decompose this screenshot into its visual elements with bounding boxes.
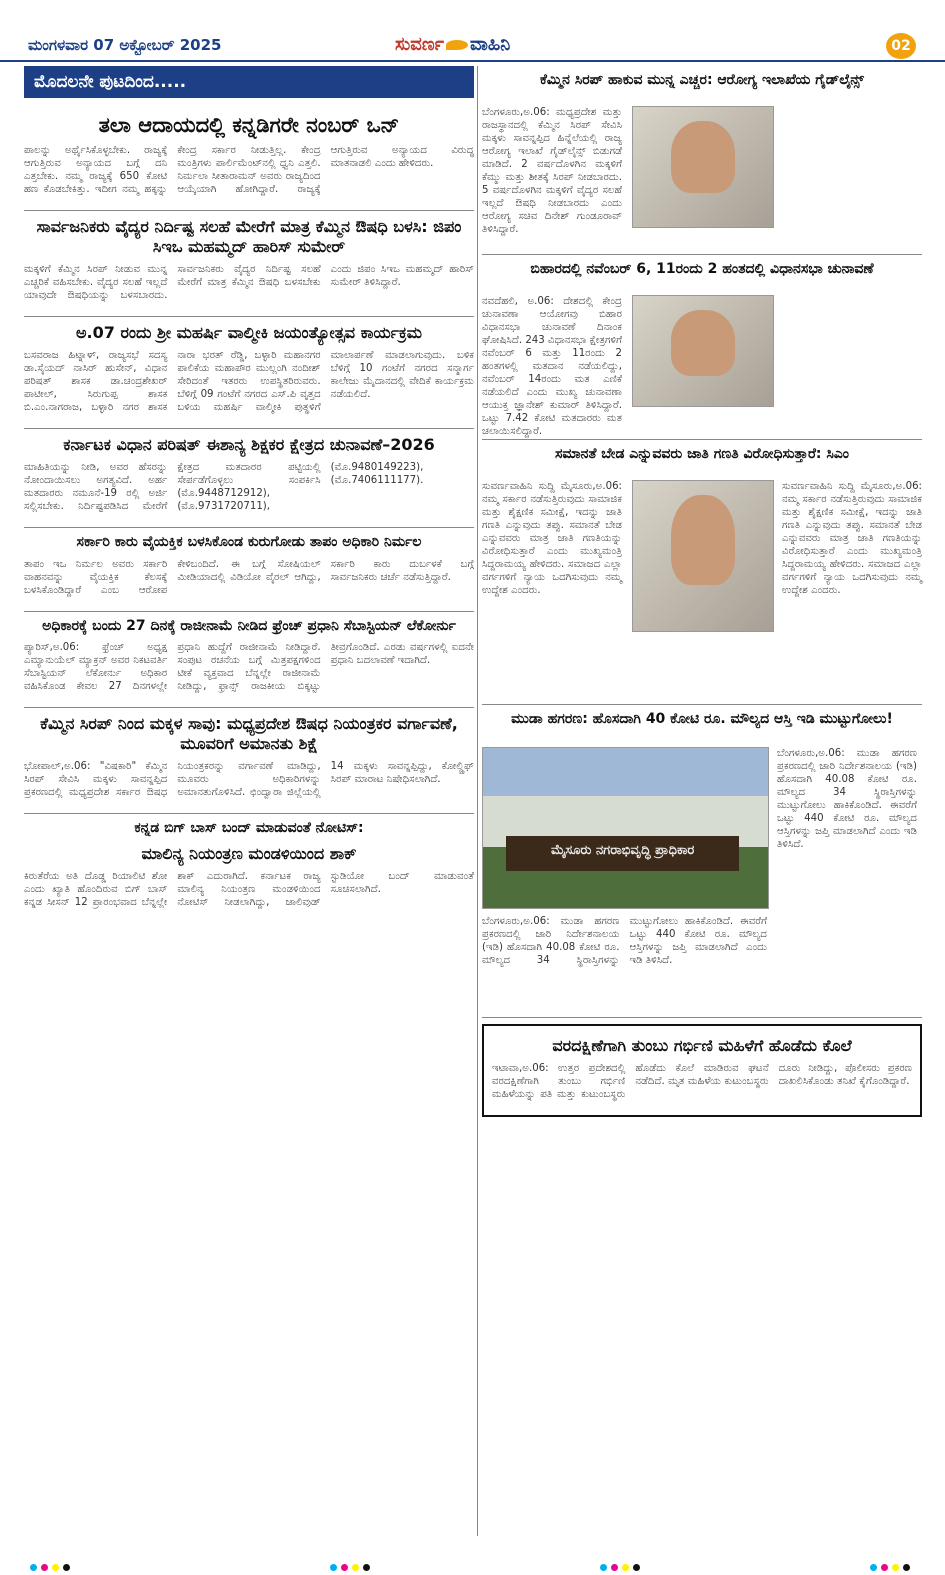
article-valmiki-jayanti bbox=[24, 323, 474, 429]
article-caste-census bbox=[482, 446, 922, 705]
print-registration-marks bbox=[600, 1556, 644, 1566]
headline: ಕೆಮ್ಮಿನ ಸಿರಪ್ ಹಾಕುವ ಮುನ್ನ ಎಚ್ಚರ: ಆರೋಗ್ಯ ಇಲಾಖೆಯ ಗೈಡ್‌ಲೈನ್ಸ್ bbox=[540, 72, 864, 88]
article-body: ಬೆಂಗಳೂರು,ಅ.06: ಮಧ್ಯಪ್ರದೇಶ ಮತ್ತು ರಾಜಸ್ಥಾನದಲ್ಲಿ ಕೆಮ್ಮಿನ ಸಿರಪ್ ಸೇವಿಸಿ ಮಕ್ಕಳು ಸಾವನ್ನಪ್ಪಿದ ಹಿನ್ನೆಲೆಯಲ್ಲಿ ರಾಜ್ಯ ಆರೋಗ್ಯ ಇಲಾಖೆ ಗೈಡ್‌ಲೈನ್ಸ್ ಬಿಡುಗಡೆ ಮಾಡಿದೆ. 2 ವರ್ಷದೊಳಗಿನ ಮಕ್ಕಳಿಗೆ ಕೆಮ್ಮು ಮತ್ತು ಶೀತಕ್ಕೆ ಸಿರಪ್ ನೀಡಬಾರದು. 5 ವರ್ಷದೊಳಗಿನ ಮಕ್ಕಳಿಗೆ ವೈದ್ಯರ ಸಲಹೆ ಇಲ್ಲದೆ ಔಷಧಿ ನೀಡಬಾರದು ಎಂದು ಆರೋಗ್ಯ ಸಚಿವ ದಿನೇಶ್ ಗುಂಡೂರಾವ್ ತಿಳಿಸಿದ್ದಾರೆ. bbox=[482, 107, 622, 235]
column-divider bbox=[477, 66, 478, 1536]
print-registration-marks bbox=[30, 1556, 74, 1566]
section-header: ಮೊದಲನೇ ಪುಟದಿಂದ..... bbox=[24, 66, 474, 98]
brand-name-right: ವಾಹಿನಿ bbox=[469, 34, 511, 55]
article-body: ನವದೆಹಲಿ, ಅ.06: ದೇಶದಲ್ಲಿ ಕೇಂದ್ರ ಚುನಾವಣಾ ಆಯೋಗವು ಬಿಹಾರ ವಿಧಾನಸಭಾ ಚುನಾವಣೆ ದಿನಾಂಕ ಘೋಷಿಸಿದೆ. 243 ವಿಧಾನಸಭಾ ಕ್ಷೇತ್ರಗಳಿಗೆ ನವೆಂಬರ್ 6 ಮತ್ತು 11ರಂದು 2 ಹಂತಗಳಲ್ಲಿ ಮತದಾನ ನಡೆಯಲಿದ್ದು, ನವೆಂಬರ್ 14ರಂದು ಮತ ಎಣಿಕೆ ನಡೆಯಲಿದೆ ಎಂದು ಮುಖ್ಯ ಚುನಾವಣಾ ಆಯುಕ್ತ ಜ್ಞಾನೇಶ್ ಕುಮಾರ್ ತಿಳಿಸಿದ್ದಾರೆ. ಒಟ್ಟು 7.42 ಕೋಟಿ ಮತದಾರರು ಮತ ಚಲಾಯಿಸಲಿದ್ದಾರೆ. bbox=[482, 296, 622, 437]
article-health-guidelines bbox=[482, 72, 922, 255]
article-cough-medicine-advice bbox=[24, 217, 474, 317]
flame-icon bbox=[446, 40, 468, 50]
article-dowry-murder bbox=[482, 1024, 922, 1117]
article-body: ಇಟಾವಾ,ಅ.06: ಉತ್ತರ ಪ್ರದೇಶದಲ್ಲಿ ವರದಕ್ಷಿಣೆಗಾಗಿ ತುಂಬು ಗರ್ಭಿಣಿ ಮಹಿಳೆಯನ್ನು ಪತಿ ಮತ್ತು ಕುಟುಂಬಸ್ಥರು ಹೊಡೆದು ಕೊಲೆ ಮಾಡಿರುವ ಘಟನೆ ನಡೆದಿದೆ. ಮೃತ ಮಹಿಳೆಯ ಕುಟುಂಬಸ್ಥರು ದೂರು ನೀಡಿದ್ದು, ಪೊಲೀಸರು ಪ್ರಕರಣ ದಾಖಲಿಸಿಕೊಂಡು ತನಿಖೆ ಕೈಗೊಂಡಿದ್ದಾರೆ. bbox=[492, 1063, 912, 1100]
newspaper-logo bbox=[395, 34, 510, 55]
article-council-election bbox=[24, 435, 474, 528]
article-per-capita-income bbox=[24, 112, 474, 211]
article-french-pm-resigns bbox=[24, 618, 474, 709]
article-body: ಬೆಂಗಳೂರು,ಅ.06: ಮುಡಾ ಹಗರಣ ಪ್ರಕರಣದಲ್ಲಿ ಜಾರಿ ನಿರ್ದೇಶನಾಲಯ (ಇಡಿ) ಹೊಸದಾಗಿ 40.08 ಕೋಟಿ ರೂ. ಮೌಲ್ಯದ 34 ಸ್ಥಿರಾಸ್ತಿಗಳನ್ನು ಮುಟ್ಟುಗೋಲು ಹಾಕಿಕೊಂಡಿದೆ. ಈವರೆಗೆ ಒಟ್ಟು 440 ಕೋಟಿ ರೂ. ಮೌಲ್ಯದ ಆಸ್ತಿಗಳನ್ನು ಜಪ್ತಿ ಮಾಡಲಾಗಿದೆ ಎಂದು ಇಡಿ ತಿಳಿಸಿದೆ. bbox=[777, 748, 917, 850]
headline: ಅಧಿಕಾರಕ್ಕೆ ಬಂದು 27 ದಿನಕ್ಕೆ ರಾಜೀನಾಮೆ ನೀಡಿದ ಫ್ರೆಂಚ್ ಪ್ರಧಾನಿ ಸೆಬಾಸ್ಟಿಯನ್ ಲೆಕೋರ್ನು bbox=[42, 617, 456, 634]
headline: ಅ.07 ರಂದು ಶ್ರೀ ಮಹರ್ಷಿ ವಾಲ್ಮೀಕಿ ಜಯಂತ್ಯೋತ್ಸವ ಕಾರ್ಯಕ್ರಮ bbox=[76, 323, 422, 343]
print-registration-marks bbox=[870, 1556, 914, 1566]
brand-name-left: ಸುವರ್ಣ bbox=[395, 34, 444, 55]
headline: ಬಿಹಾರದಲ್ಲಿ ನವೆಂಬರ್ 6, 11ರಂದು 2 ಹಂತದಲ್ಲಿ ವಿಧಾನಸಭಾ ಚುನಾವಣೆ bbox=[530, 261, 874, 277]
minister-photo bbox=[632, 106, 774, 228]
headline: ಮುಡಾ ಹಗರಣ: ಹೊಸದಾಗಿ 40 ಕೋಟಿ ರೂ. ಮೌಲ್ಯದ ಆಸ್ತಿ ಇಡಿ ಮುಟ್ಟುಗೋಲು! bbox=[511, 711, 893, 727]
election-commissioner-photo bbox=[632, 295, 774, 407]
article-official-car-misuse bbox=[24, 534, 474, 612]
print-registration-marks bbox=[330, 1556, 374, 1566]
article-body: ಭೋಪಾಲ್,ಅ.06: "ವಿಷಕಾರಿ" ಕೆಮ್ಮಿನ ಸಿರಪ್ ಸೇವಿಸಿ ಮಕ್ಕಳು ಸಾವನ್ನಪ್ಪಿದ ಪ್ರಕರಣದಲ್ಲಿ ಮಧ್ಯಪ್ರದೇಶ ಸರ್ಕಾರ ಔಷಧ ನಿಯಂತ್ರಕರನ್ನು ವರ್ಗಾವಣೆ ಮಾಡಿದ್ದು, ಮೂವರು ಅಧಿಕಾರಿಗಳನ್ನು ಅಮಾನತುಗೊಳಿಸಿದೆ. ಛಿಂದ್ವಾರಾ ಜಿಲ್ಲೆಯಲ್ಲಿ 14 ಮಕ್ಕಳು ಸಾವನ್ನಪ್ಪಿದ್ದು, ಕೋಲ್ಡ್ರಿಫ್ ಸಿರಪ್ ಮಾರಾಟ ನಿಷೇಧಿಸಲಾಗಿದೆ. bbox=[24, 761, 474, 799]
headline: ಸರ್ಕಾರಿ ಕಾರು ವೈಯಕ್ತಿಕ ಬಳಸಿಕೊಂಡ ಕುರುಗೋಡು ತಾಪಂ ಅಧಿಕಾರಿ ನಿರ್ಮಲ bbox=[76, 534, 422, 551]
article-body: ಮಾಹಿತಿಯನ್ನು ನೀಡಿ, ಅವರ ಹೆಸರನ್ನು ನೋಂದಾಯಿಸಲು ಅಗತ್ಯವಿದೆ. ಅರ್ಹ ಮತದಾರರು ನಮೂನೆ-19 ರಲ್ಲಿ ಅರ್ಜಿ ಸಲ್ಲಿಸಬೇಕು. ನಿರ್ದಿಷ್ಟಪಡಿಸಿದ ಮೇರೆಗೆ ಕ್ಷೇತ್ರದ ಮತದಾರರ ಪಟ್ಟಿಯಲ್ಲಿ ಸೇರ್ಪಡೆಗೊಳ್ಳಲು ಸಂಪರ್ಕಿಸಿ (ಮೊ.9448712912), (ಮೊ.9731720711), (ಮೊ.9480149223), (ಮೊ.7406111177). bbox=[24, 462, 424, 513]
headline: ಕರ್ನಾಟಕ ವಿಧಾನ ಪರಿಷತ್ ಈಶಾನ್ಯ ಶಿಕ್ಷಕರ ಕ್ಷೇತ್ರದ ಚುನಾವಣೆ–2026 bbox=[63, 435, 435, 455]
headline: ತಲಾ ಆದಾಯದಲ್ಲಿ ಕನ್ನಡಿಗರೇ ನಂಬರ್ ಒನ್ bbox=[98, 113, 400, 137]
headline: ವರದಕ್ಷಿಣೆಗಾಗಿ ತುಂಬು ಗರ್ಭಿಣಿ ಮಹಿಳೆಗೆ ಹೊಡೆದು ಕೊಲೆ bbox=[552, 1036, 852, 1055]
kicker: ಕನ್ನಡ ಬಿಗ್ ಬಾಸ್ ಬಂದ್ ಮಾಡುವಂತೆ ನೋಟಿಸ್: bbox=[134, 820, 364, 837]
article-muda-scam bbox=[482, 711, 922, 1018]
article-body: ಪಾಲನ್ನು ಅರ್ಥೈಸಿಕೊಳ್ಳಬೇಕು. ರಾಜ್ಯಕ್ಕೆ ಆಗುತ್ತಿರುವ ಅನ್ಯಾಯದ ಬಗ್ಗೆ ದನಿ ಎತ್ತಬೇಕು. ನಮ್ಮ ರಾಜ್ಯಕ್ಕೆ 650 ಕೋಟಿ ಹಣ ಕೊಡಬೇಕಿತ್ತು. ಇದೀಗ ನಮ್ಮ ಹಕ್ಕನ್ನು ಕೇಂದ್ರ ಸರ್ಕಾರ ನೀಡುತ್ತಿಲ್ಲ. ಕೇಂದ್ರ ಮಂತ್ರಿಗಳು ಪಾರ್ಲಿಮೆಂಟ್‌ನಲ್ಲಿ ಧ್ವನಿ ಎತ್ತಲಿ. ನಿರ್ಮಲಾ ಸೀತಾರಾಮನ್ ಅವರು ರಾಜ್ಯದಿಂದ ಆಯ್ಕೆಯಾಗಿ ಹೋಗಿದ್ದಾರೆ. ರಾಜ್ಯಕ್ಕೆ ಆಗುತ್ತಿರುವ ಅನ್ಯಾಯದ ವಿರುದ್ಧ ಮಾತನಾಡಲಿ ಎಂದು ಹೇಳಿದರು. bbox=[24, 145, 474, 196]
article-body-continued: ಬೆಂಗಳೂರು,ಅ.06: ಮುಡಾ ಹಗರಣ ಪ್ರಕರಣದಲ್ಲಿ ಜಾರಿ ನಿರ್ದೇಶನಾಲಯ (ಇಡಿ) ಹೊಸದಾಗಿ 40.08 ಕೋಟಿ ರೂ. ಮೌಲ್ಯದ 34 ಸ್ಥಿರಾಸ್ತಿಗಳನ್ನು ಮುಟ್ಟುಗೋಲು ಹಾಕಿಕೊಂಡಿದೆ. ಈವರೆಗೆ ಒಟ್ಟು 440 ಕೋಟಿ ರೂ. ಮೌಲ್ಯದ ಆಸ್ತಿಗಳನ್ನು ಜಪ್ತಿ ಮಾಡಲಾಗಿದೆ ಎಂದು ಇಡಿ ತಿಳಿಸಿದೆ. bbox=[482, 916, 767, 966]
chief-minister-photo bbox=[632, 480, 774, 632]
article-body-continued: ಸುವರ್ಣವಾಹಿನಿ ಸುದ್ದಿ ಮೈಸೂರು,ಅ.06: ನಮ್ಮ ಸರ್ಕಾರ ನಡೆಸುತ್ತಿರುವುದು ಸಾಮಾಜಿಕ ಮತ್ತು ಶೈಕ್ಷಣಿಕ ಸಮೀಕ್ಷೆ, ಇದನ್ನು ಜಾತಿ ಗಣತಿ ಎನ್ನುವುದು ತಪ್ಪು. ಸಮಾನತೆ ಬೇಡ ಎನ್ನುವವರು ಮಾತ್ರ ಜಾತಿ ಗಣತಿಯನ್ನು ವಿರೋಧಿಸುತ್ತಾರೆ ಎಂದು ಮುಖ್ಯಮಂತ್ರಿ ಸಿದ್ದರಾಮಯ್ಯ ಹೇಳಿದರು. ಸಮಾಜದ ಎಲ್ಲಾ ವರ್ಗಗಳಿಗೆ ನ್ಯಾಯ ಒದಗಿಸುವುದು ನಮ್ಮ ಉದ್ದೇಶ ಎಂದರು. bbox=[782, 481, 922, 596]
left-column bbox=[24, 66, 474, 917]
article-body: ಪ್ಯಾರಿಸ್,ಅ.06: ಫ್ರೆಂಚ್ ಅಧ್ಯಕ್ಷ ಎಮ್ಯಾನುಯೆಲ್ ಮ್ಯಾಕ್ರನ್ ಅವರ ನಿಕಟವರ್ತಿ ಸೆಬಾಸ್ಟಿಯನ್ ಲೆಕೋರ್ನು ಅಧಿಕಾರ ವಹಿಸಿಕೊಂಡ ಕೇವಲ 27 ದಿನಗಳಲ್ಲೇ ಪ್ರಧಾನಿ ಹುದ್ದೆಗೆ ರಾಜೀನಾಮೆ ನೀಡಿದ್ದಾರೆ. ಸಂಪುಟ ರಚನೆಯ ಬಗ್ಗೆ ಮಿತ್ರಪಕ್ಷಗಳಿಂದ ಟೀಕೆ ವ್ಯಕ್ತವಾದ ಬೆನ್ನಲ್ಲೇ ರಾಜೀನಾಮೆ ನೀಡಿದ್ದು, ಫ್ರಾನ್ಸ್ ರಾಜಕೀಯ ಬಿಕ್ಕಟ್ಟು ತೀವ್ರಗೊಂಡಿದೆ. ಎರಡು ವರ್ಷಗಳಲ್ಲಿ ಐದನೇ ಪ್ರಧಾನಿ ಬದಲಾವಣೆ ಇದಾಗಿದೆ. bbox=[24, 642, 474, 693]
headline: ಮಾಲಿನ್ಯ ನಿಯಂತ್ರಣ ಮಂಡಳಿಯಿಂದ ಶಾಕ್ bbox=[141, 843, 357, 863]
article-bihar-election bbox=[482, 261, 922, 440]
headline: ಸಾರ್ವಜನಿಕರು ವೈದ್ಯರ ನಿರ್ದಿಷ್ಟ ಸಲಹೆ ಮೇರೆಗೆ ಮಾತ್ರ ಕೆಮ್ಮಿನ ಔಷಧಿ ಬಳಸಿ: ಜಿಪಂ ಸಿಇಒ ಮಹಮ್ಮದ್ ಹಾರಿಸ್ ಸುಮೇರ್ bbox=[36, 217, 462, 257]
masthead bbox=[0, 0, 945, 62]
headline: ಕೆಮ್ಮಿನ ಸಿರಪ್ ನಿಂದ ಮಕ್ಕಳ ಸಾವು: ಮಧ್ಯಪ್ರದೇಶ ಔಷಧ ನಿಯಂತ್ರಕರ ವರ್ಗಾವಣೆ, ಮೂವರಿಗೆ ಅಮಾನತು ಶಿಕ್ಷೆ bbox=[40, 714, 458, 754]
article-body: ತಾಪಂ ಇಒ ನಿರ್ಮಲ ಅವರು ಸರ್ಕಾರಿ ವಾಹನವನ್ನು ವೈಯಕ್ತಿಕ ಕೆಲಸಕ್ಕೆ ಬಳಸಿಕೊಂಡಿದ್ದಾರೆ ಎಂಬ ಆರೋಪ ಕೇಳಿಬಂದಿದೆ. ಈ ಬಗ್ಗೆ ಸೋಷಿಯಲ್ ಮೀಡಿಯಾದಲ್ಲಿ ವಿಡಿಯೋ ವೈರಲ್ ಆಗಿದ್ದು, ಸರ್ಕಾರಿ ಕಾರು ದುರ್ಬಳಕೆ ಬಗ್ಗೆ ಸಾರ್ವಜನಿಕರು ಚರ್ಚೆ ನಡೆಸುತ್ತಿದ್ದಾರೆ. bbox=[24, 558, 474, 596]
issue-date: ಮಂಗಳವಾರ 07 ಅಕ್ಟೋಬರ್ 2025 bbox=[28, 36, 222, 54]
muda-building-photo bbox=[482, 747, 769, 909]
building-sign: ಮೈಸೂರು ನಗರಾಭಿವೃದ್ಧಿ ಪ್ರಾಧಿಕಾರ bbox=[506, 836, 740, 871]
article-mp-syrup-deaths bbox=[24, 714, 474, 814]
article-body: ಬಸವರಾಜ ಹಿಟ್ನಾಳ್, ರಾಜ್ಯಸಭೆ ಸದಸ್ಯ ಡಾ.ಸೈಯದ್ ನಾಸಿರ್ ಹುಸೇನ್, ವಿಧಾನ ಪರಿಷತ್ ಶಾಸಕ ಡಾ.ಚಂದ್ರಶೇಖರ್ ಪಾಟೀಲ್, ಸಿರುಗುಪ್ಪ ಶಾಸಕ ಬಿ.ಎಂ.ನಾಗರಾಜ, ಬಳ್ಳಾರಿ ನಗರ ಶಾಸಕ ನಾರಾ ಭರತ್ ರೆಡ್ಡಿ, ಬಳ್ಳಾರಿ ಮಹಾನಗರ ಪಾಲಿಕೆಯ ಮಹಾಪೌರ ಮುಲ್ಲಂಗಿ ನಂದೀಶ್ ಸೇರಿದಂತೆ ಇತರರು ಉಪಸ್ಥಿತರಿರುವರು. ಬೆಳಿಗ್ಗೆ 09 ಗಂಟೆಗೆ ನಗರದ ಎಸ್.ಪಿ ವೃತ್ತದ ಬಳಿಯ ಮಹರ್ಷಿ ವಾಲ್ಮೀಕಿ ಪುತ್ಥಳಿಗೆ ಮಾಲಾರ್ಪಣೆ ಮಾಡಲಾಗುವುದು. ಬಳಿಕ ಬೆಳಿಗ್ಗೆ 10 ಗಂಟೆಗೆ ನಗರದ ಸನ್ಮಾರ್ಗ ಕಾಲೇಜು ಮೈದಾನದಲ್ಲಿ ವೇದಿಕೆ ಕಾರ್ಯಕ್ರಮ ನಡೆಯಲಿದೆ. bbox=[24, 350, 474, 414]
article-bigg-boss-notice bbox=[24, 820, 474, 909]
article-body: ಮಕ್ಕಳಿಗೆ ಕೆಮ್ಮಿನ ಸಿರಪ್ ನೀಡುವ ಮುನ್ನ ಎಚ್ಚರಿಕೆ ವಹಿಸಬೇಕು. ವೈದ್ಯರ ಸಲಹೆ ಇಲ್ಲದೆ ಯಾವುದೇ ಔಷಧಿಯನ್ನು ಬಳಸಬಾರದು. ಸಾರ್ವಜನಿಕರು ವೈದ್ಯರ ನಿರ್ದಿಷ್ಟ ಸಲಹೆ ಮೇರೆಗೆ ಮಾತ್ರ ಕೆಮ್ಮಿನ ಔಷಧಿ ಬಳಸಬೇಕು ಎಂದು ಜಿಪಂ ಸಿಇಒ ಮಹಮ್ಮದ್ ಹಾರಿಸ್ ಸುಮೇರ್ ತಿಳಿಸಿದ್ದಾರೆ. bbox=[24, 264, 474, 302]
page-number: 02 bbox=[886, 33, 916, 59]
article-body: ಕಿರುತೆರೆಯ ಅತಿ ದೊಡ್ಡ ರಿಯಾಲಿಟಿ ಶೋ ಎಂದು ಖ್ಯಾತಿ ಹೊಂದಿರುವ ಬಿಗ್ ಬಾಸ್ ಕನ್ನಡ ಸೀಸನ್ 12 ಪ್ರಾರಂಭವಾದ ಬೆನ್ನಲ್ಲೇ ಶಾಕ್ ಎದುರಾಗಿದೆ. ಕರ್ನಾಟಕ ರಾಜ್ಯ ಮಾಲಿನ್ಯ ನಿಯಂತ್ರಣ ಮಂಡಳಿಯಿಂದ ನೋಟಿಸ್ ನೀಡಲಾಗಿದ್ದು, ಜಾಲಿವುಡ್ ಸ್ಟುಡಿಯೋ ಬಂದ್ ಮಾಡುವಂತೆ ಸೂಚಿಸಲಾಗಿದೆ. bbox=[24, 870, 474, 908]
right-column bbox=[482, 66, 922, 1117]
headline: ಸಮಾನತೆ ಬೇಡ ಎನ್ನುವವರು ಜಾತಿ ಗಣತಿ ವಿರೋಧಿಸುತ್ತಾರೆ: ಸಿಎಂ bbox=[554, 446, 850, 462]
article-body: ಸುವರ್ಣವಾಹಿನಿ ಸುದ್ದಿ ಮೈಸೂರು,ಅ.06: ನಮ್ಮ ಸರ್ಕಾರ ನಡೆಸುತ್ತಿರುವುದು ಸಾಮಾಜಿಕ ಮತ್ತು ಶೈಕ್ಷಣಿಕ ಸಮೀಕ್ಷೆ, ಇದನ್ನು ಜಾತಿ ಗಣತಿ ಎನ್ನುವುದು ತಪ್ಪು. ಸಮಾನತೆ ಬೇಡ ಎನ್ನುವವರು ಮಾತ್ರ ಜಾತಿ ಗಣತಿಯನ್ನು ವಿರೋಧಿಸುತ್ತಾರೆ ಎಂದು ಮುಖ್ಯಮಂತ್ರಿ ಸಿದ್ದರಾಮಯ್ಯ ಹೇಳಿದರು. ಸಮಾಜದ ಎಲ್ಲಾ ವರ್ಗಗಳಿಗೆ ನ್ಯಾಯ ಒದಗಿಸುವುದು ನಮ್ಮ ಉದ್ದೇಶ ಎಂದರು. bbox=[482, 481, 622, 596]
